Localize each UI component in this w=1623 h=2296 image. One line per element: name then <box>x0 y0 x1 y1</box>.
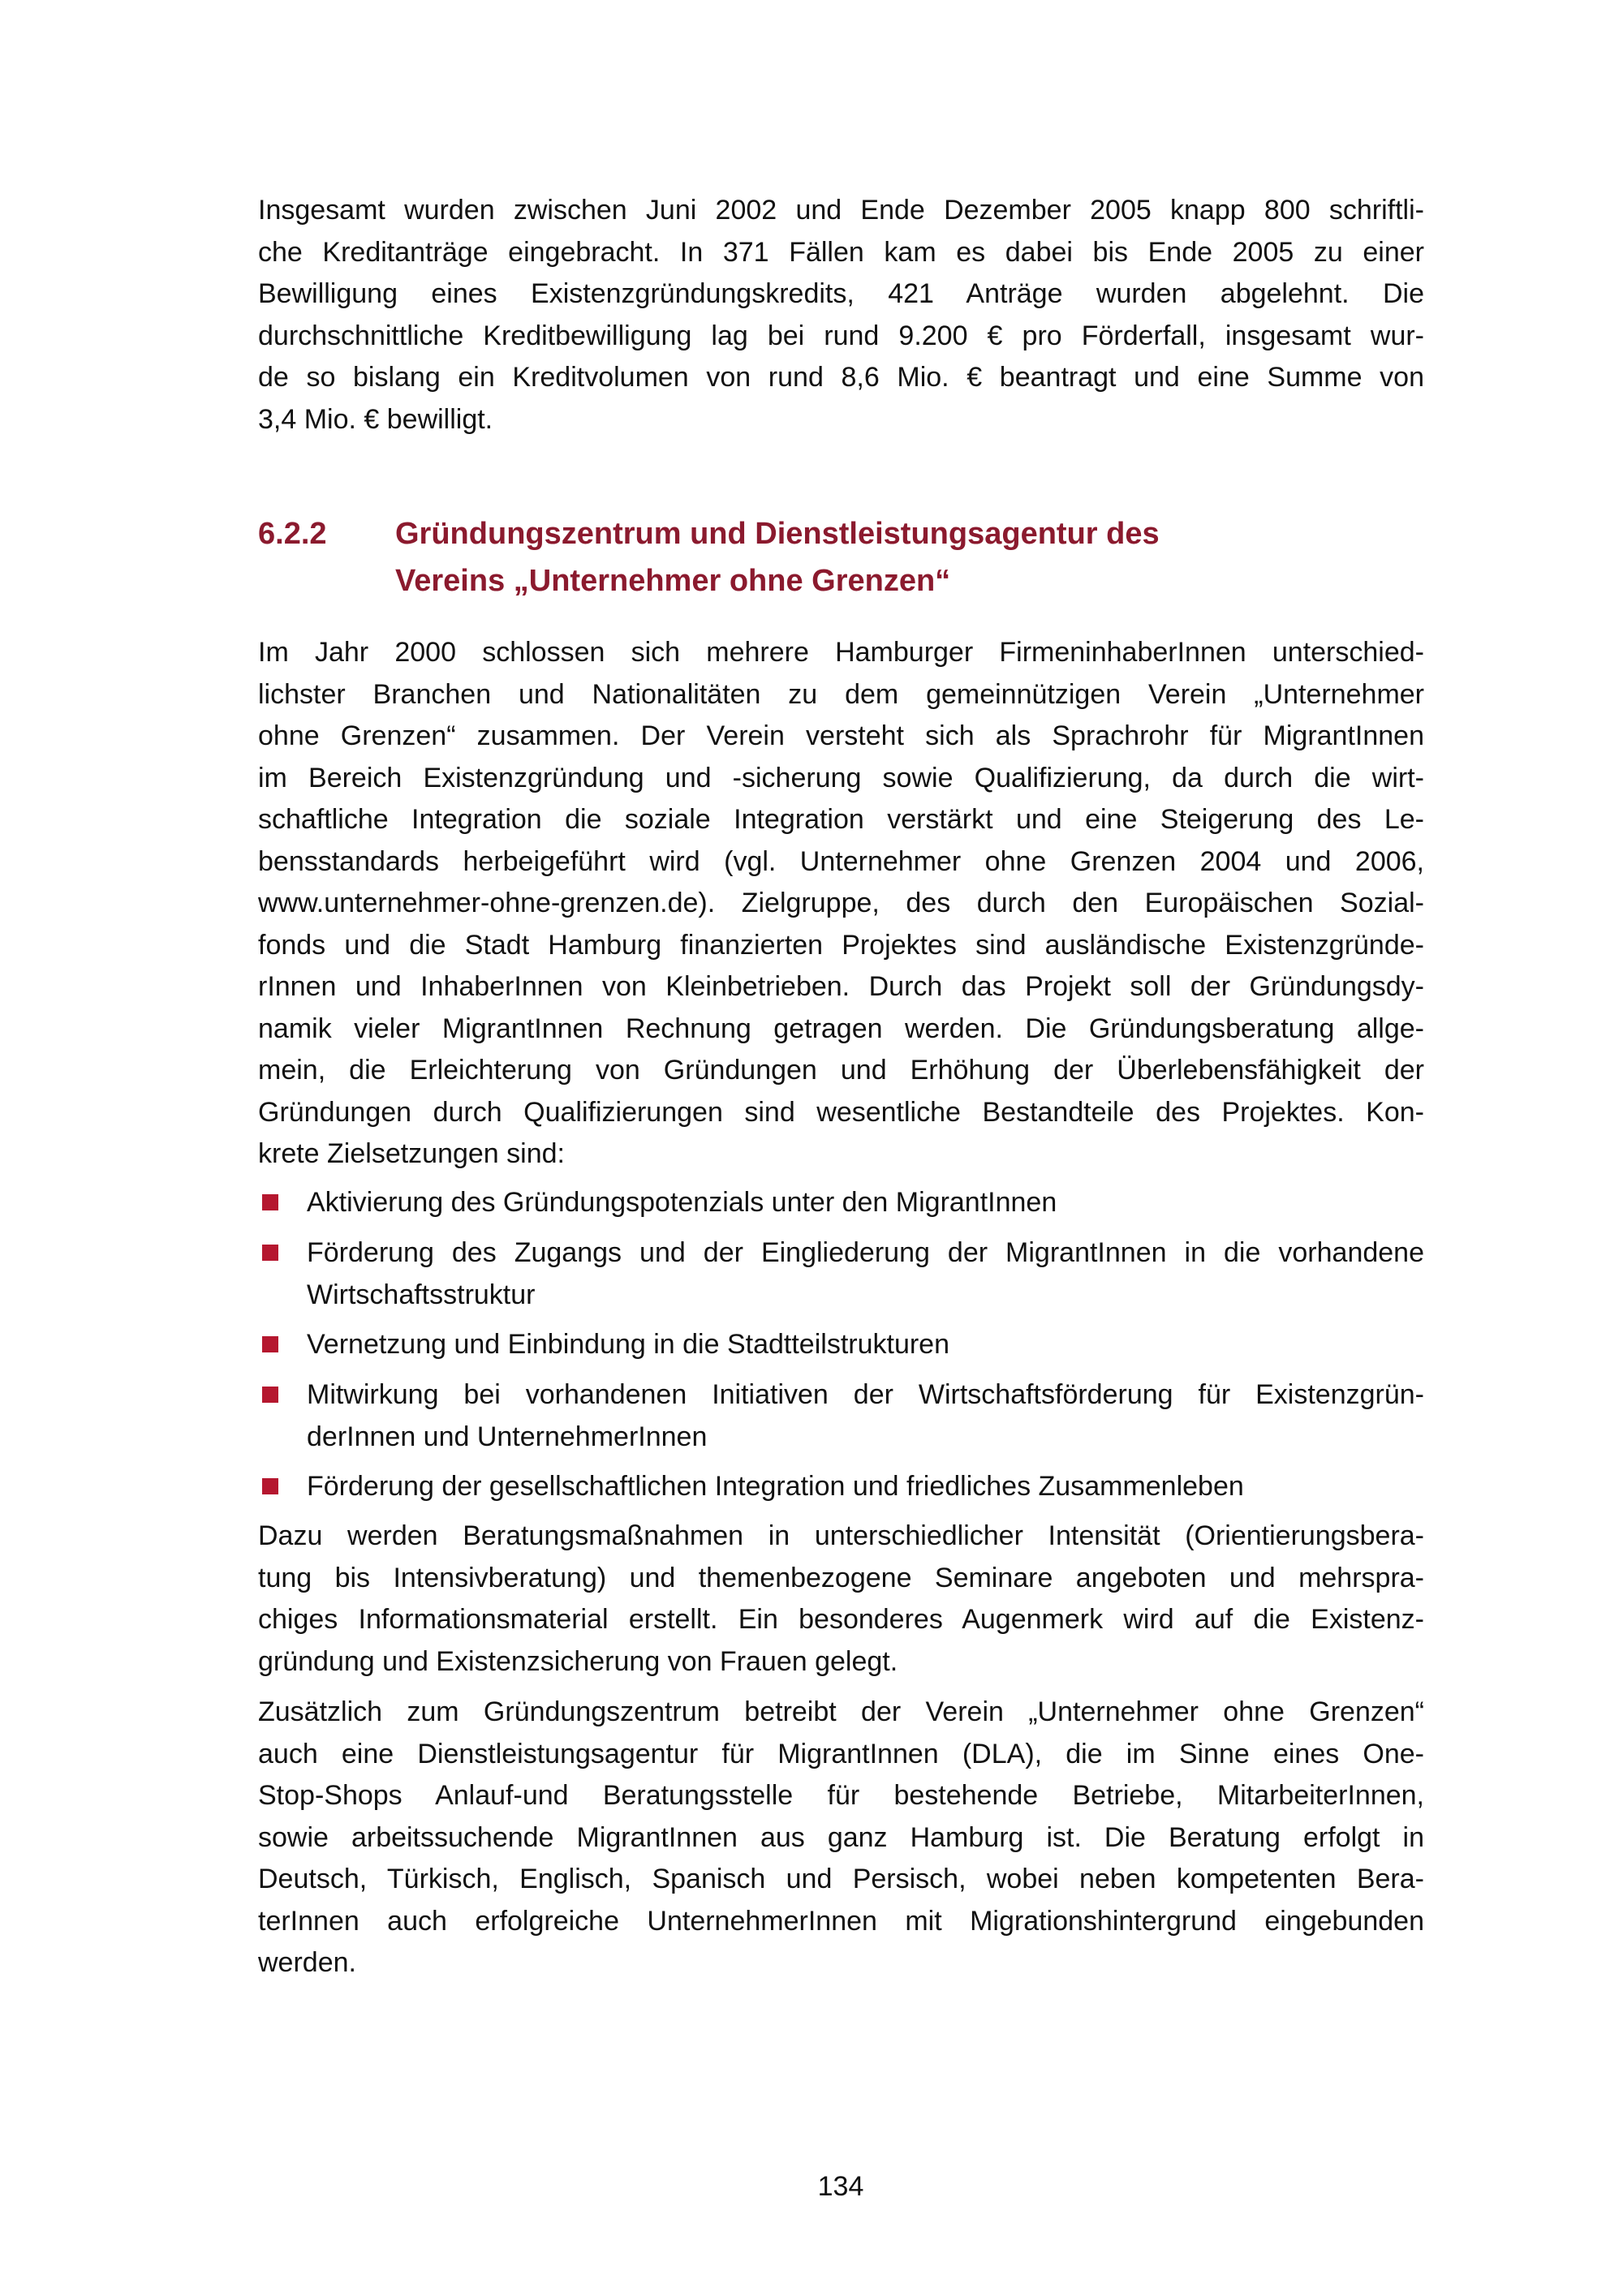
text-line: Bewilligung eines Existenzgründungskredits, 421 Anträge wurden abgelehnt. Die <box>258 278 1424 309</box>
text-line: derInnen und UnternehmerInnen <box>307 1421 708 1452</box>
text-line: rInnen und InhaberInnen von Kleinbetrieben. Durch das Projekt soll der Gründungsdy- <box>258 971 1424 1002</box>
text-line: Im Jahr 2000 schlossen sich mehrere Hamburger FirmeninhaberInnen unterschied- <box>258 637 1424 668</box>
paragraph-2 <box>258 632 1424 1176</box>
bullet-square-icon <box>262 1478 278 1494</box>
bullet-square-icon <box>262 1245 278 1261</box>
text-line: auch eine Dienstleistungsagentur für MigrantInnen (DLA), die im Sinne eines One- <box>258 1738 1424 1769</box>
bullet-item <box>258 1466 1424 1508</box>
bullet-item <box>258 1374 1424 1458</box>
page-number: 134 <box>817 2171 864 2202</box>
bullet-text <box>307 1182 1424 1224</box>
text-line: Förderung der gesellschaftlichen Integration und friedliches Zusammenleben <box>307 1471 1244 1502</box>
bullet-item <box>258 1232 1424 1316</box>
text-line: krete Zielsetzungen sind: <box>258 1138 565 1169</box>
text-line: Aktivierung des Gründungspotenzials unter den MigrantInnen <box>307 1187 1057 1218</box>
text-line: schaftliche Integration die soziale Integration verstärkt und eine Steigerung des Le- <box>258 804 1424 835</box>
text-line: im Bereich Existenzgründung und -sicherung sowie Qualifizierung, da durch die wirt- <box>258 762 1424 793</box>
bullet-square-icon <box>262 1194 278 1210</box>
text-line: Förderung des Zugangs und der Eingliederung der MigrantInnen in die vorhandene <box>307 1237 1424 1268</box>
paragraph-4 <box>258 1692 1424 1984</box>
text-line: chiges Informationsmaterial erstellt. Ein besonderes Augenmerk wird auf die Existenz- <box>258 1604 1424 1635</box>
text-line: lichster Branchen und Nationalitäten zu dem gemeinnützigen Verein „Unternehmer <box>258 678 1424 710</box>
text-line: www.unternehmer-ohne-grenzen.de). Zielgruppe, des durch den Europäischen Sozial- <box>258 888 1424 918</box>
text-line: namik vieler MigrantInnen Rechnung getragen werden. Die Gründungsberatung allge- <box>258 1013 1424 1044</box>
bullet-text <box>307 1324 1424 1366</box>
bullet-text <box>307 1466 1424 1508</box>
text-line: ohne Grenzen“ zusammen. Der Verein versteht sich als Sprachrohr für MigrantInnen <box>258 720 1424 751</box>
text-line: Insgesamt wurden zwischen Juni 2002 und Ende Dezember 2005 knapp 800 schriftli- <box>258 195 1424 226</box>
text-line: sowie arbeitssuchende MigrantInnen aus ganz Hamburg ist. Die Beratung erfolgt in <box>258 1821 1424 1853</box>
text-line: Stop-Shops Anlauf-und Beratungsstelle für bestehende Betriebe, MitarbeiterInnen, <box>258 1780 1424 1811</box>
bullet-square-icon <box>262 1336 278 1352</box>
text-line: mein, die Erleichterung von Gründungen und Erhöhung der Überlebensfähigkeit der <box>258 1055 1424 1086</box>
text-line: Deutsch, Türkisch, Englisch, Spanisch und Persisch, wobei neben kompetenten Bera- <box>258 1864 1424 1894</box>
section-heading-line-2: Vereins „Unternehmer ohne Grenzen“ <box>395 564 951 598</box>
bullet-item <box>258 1324 1424 1366</box>
bullet-square-icon <box>262 1387 278 1403</box>
bullet-text <box>307 1232 1424 1316</box>
bullet-text <box>307 1374 1424 1458</box>
paragraph-3 <box>258 1516 1424 1683</box>
section-number: 6.2.2 <box>258 517 327 551</box>
paragraph-1 <box>258 190 1424 441</box>
text-line: durchschnittliche Kreditbewilligung lag bei rund 9.200 € pro Förderfall, insgesamt wur- <box>258 320 1424 351</box>
text-line: bensstandards herbeigeführt wird (vgl. Unternehmer ohne Grenzen 2004 und 2006, <box>258 845 1424 877</box>
text-line: Zusätzlich zum Gründungszentrum betreibt der Verein „Unternehmer ohne Grenzen“ <box>258 1696 1424 1727</box>
section-heading-line-1: Gründungszentrum und Dienstleistungsagentur des <box>395 517 1160 551</box>
text-line: Wirtschaftsstruktur <box>307 1279 536 1310</box>
text-line: Vernetzung und Einbindung in die Stadtteilstrukturen <box>307 1329 949 1360</box>
text-line: Dazu werden Beratungsmaßnahmen in unterschiedlicher Intensität (Orientierungsbera- <box>258 1520 1424 1551</box>
text-line: che Kreditanträge eingebracht. In 371 Fällen kam es dabei bis Ende 2005 zu einer <box>258 236 1424 268</box>
text-line: 3,4 Mio. € bewilligt. <box>258 403 493 435</box>
text-line: fonds und die Stadt Hamburg finanzierten Projektes sind ausländische Existenzgründe- <box>258 929 1424 961</box>
text-line: de so bislang ein Kreditvolumen von rund 8,6 Mio. € beantragt und eine Summe von <box>258 362 1424 393</box>
text-line: tung bis Intensivberatung) und themenbezogene Seminare angeboten und mehrspra- <box>258 1562 1424 1593</box>
bullet-item <box>258 1182 1424 1224</box>
text-line: Mitwirkung bei vorhandenen Initiativen der Wirtschaftsförderung für Existenzgrün- <box>307 1379 1424 1410</box>
text-line: Gründungen durch Qualifizierungen sind wesentliche Bestandteile des Projektes. Kon- <box>258 1096 1424 1128</box>
text-line: werden. <box>258 1947 356 1978</box>
text-line: terInnen auch erfolgreiche UnternehmerInnen mit Migrationshintergrund eingebunden <box>258 1905 1424 1937</box>
text-line: gründung und Existenzsicherung von Frauen gelegt. <box>258 1645 898 1677</box>
